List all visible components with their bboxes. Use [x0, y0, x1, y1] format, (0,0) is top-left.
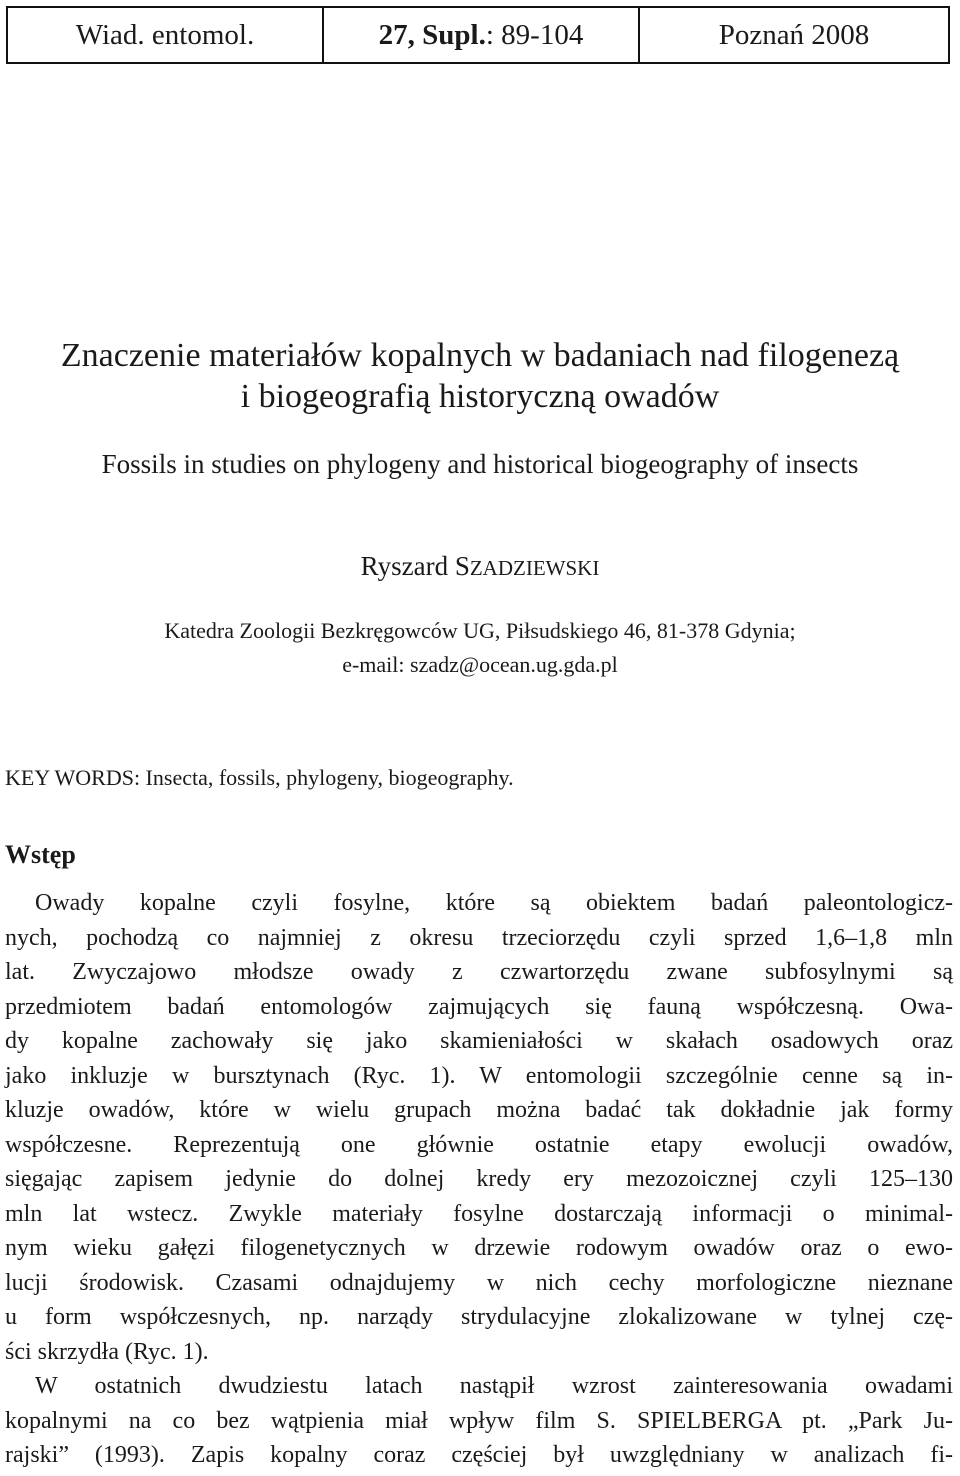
body-line: sięgając zapisem jedynie do dolnej kredy ery mezozoicznej czyli 125–130 — [5, 1166, 953, 1192]
journal-place-year — [640, 8, 948, 62]
body-line: lucji środowisk. Czasami odnajdujemy w nich cechy morfologiczne nieznane — [5, 1269, 953, 1296]
place-year-text: Poznań 2008 — [718, 18, 870, 51]
paper-title — [0, 335, 960, 417]
journal-name-text: Wiad. entomol. — [75, 18, 255, 51]
journal-name — [8, 8, 324, 62]
title-line-2: i biogeografią historyczną owadów — [240, 378, 720, 415]
body-line: przedmiotem badań entomologów zajmujących się fauną współczesną. Owa- — [5, 993, 953, 1020]
journal-header — [6, 6, 950, 64]
keywords: KEY WORDS: Insecta, fossils, phylogeny, biogeography. — [5, 765, 514, 790]
author-last-initial: S — [454, 551, 470, 581]
author-last-rest: ZADZIEWSKI — [469, 556, 600, 580]
body-line: współczesne. Reprezentują one głównie ostatnie etapy ewolucji owadów, — [5, 1131, 953, 1158]
body-line: dy kopalne zachowały się jako skamieniałości w skałach osadowych oraz — [5, 1028, 953, 1054]
body-line: W ostatnich dwudziestu latach nastąpił wzrost zainteresowania owadami — [35, 1373, 953, 1399]
body-line: jako inkluzje w bursztynach (Ryc. 1). W entomologii szczególnie cenne są in- — [5, 1062, 953, 1089]
body-text — [5, 886, 953, 1473]
body-line: lat. Zwyczajowo młodsze owady z czwartorzędu zwane subfosylnymi są — [5, 959, 953, 985]
body-line: kluzje owadów, które w wielu grupach można badać tak dokładnie jak formy — [5, 1097, 953, 1123]
journal-volume — [324, 8, 640, 62]
affiliation — [0, 614, 960, 682]
body-line: nych, pochodzą co najmniej z okresu trzeciorzędu czyli sprzed 1,6–1,8 mln — [5, 924, 953, 951]
body-line: mln lat wstecz. Zwykle materiały fosylne dostarczają informacji o minimal- — [5, 1200, 953, 1227]
author-name — [0, 551, 960, 582]
title-line-1: Znaczenie materiałów kopalnych w badaniach nad filogenezą — [60, 337, 900, 374]
body-line: rajski” (1993). Zapis kopalny coraz częściej był uwzględniany w analizach fi- — [5, 1442, 953, 1468]
affiliation-line-1: Katedra Zoologii Bezkręgowców UG, Piłsudskiego 46, 81-378 Gdynia; — [164, 618, 796, 643]
english-title: Fossils in studies on phylogeny and historical biogeography of insects — [101, 449, 859, 479]
volume-text: 27, Supl. — [378, 18, 486, 51]
body-line: nym wieku gałęzi filogenetycznych w drzewie rodowym owadów oraz o ewo- — [5, 1235, 953, 1261]
author-first-name: Ryszard — [360, 551, 449, 581]
body-line: Owady kopalne czyli fosylne, które są obiektem badań paleontologicz- — [35, 890, 953, 916]
body-line: u form współczesnych, np. narządy strydulacyjne zlokalizowane w tylnej czę- — [5, 1304, 953, 1330]
pages-text: : 89-104 — [485, 18, 584, 51]
section-heading: Wstęp — [5, 840, 76, 869]
affiliation-email[interactable]: e-mail: szadz@ocean.ug.gda.pl — [342, 652, 618, 677]
body-line: kopalnymi na co bez wątpienia miał wpływ film S. SPIELBERGA pt. „Park Ju- — [5, 1407, 953, 1434]
body-line: ści skrzydła (Ryc. 1). — [5, 1338, 209, 1365]
